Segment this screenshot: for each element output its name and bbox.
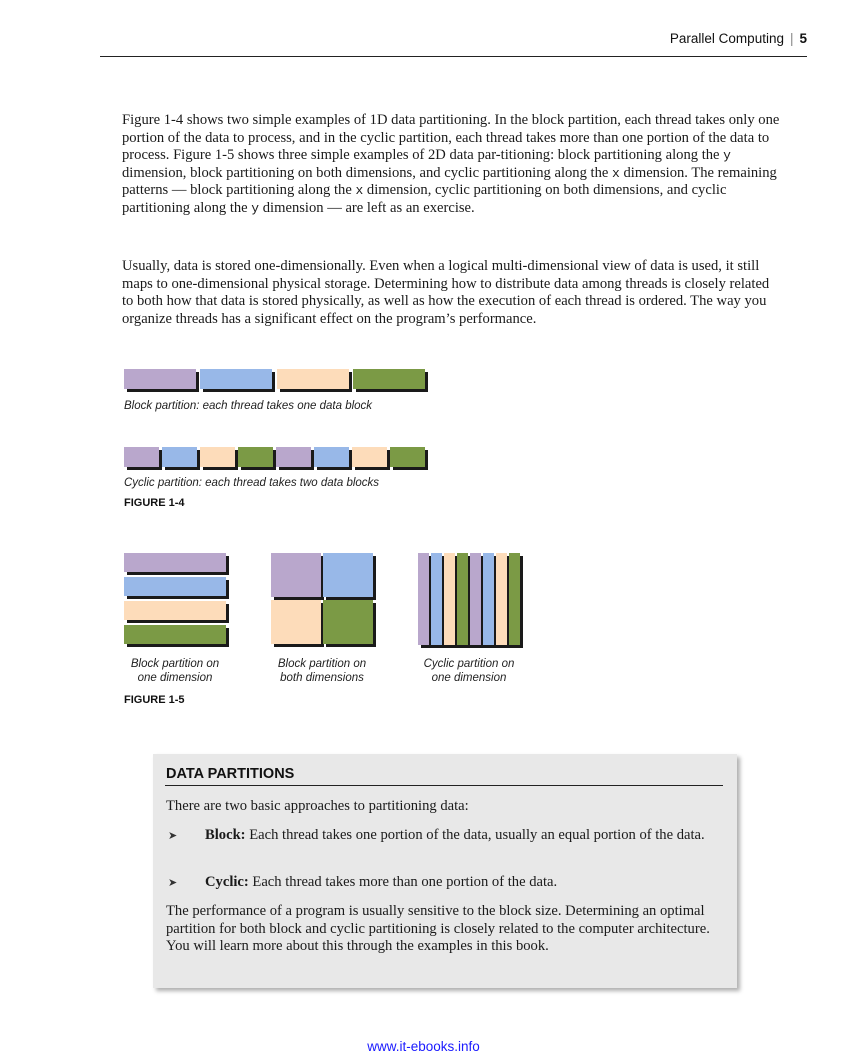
sidebar-title: DATA PARTITIONS: [166, 766, 295, 782]
sidebar-closing: The performance of a program is usually sensitive to the block size. Determining an optimal partition for both block and cyclic partitioning is closely related to the computer architecture. You will learn more about this through the examples in this book.: [166, 903, 710, 955]
strip-7: [496, 553, 507, 645]
cyclic-segment-5: [276, 447, 311, 467]
cyclic-segment-8: [390, 447, 425, 467]
caption-block-both-dimensions: [257, 657, 387, 685]
strip-8: [509, 553, 520, 645]
cyclic-segment-7: [352, 447, 387, 467]
cyclic-segment-3: [200, 447, 235, 467]
sidebar-item-block: [205, 827, 721, 845]
cyclic-segment-6: [314, 447, 349, 467]
running-head: [670, 31, 807, 46]
caption-1-line-1: Block partition on: [130, 658, 220, 670]
row-band-4: [124, 625, 226, 644]
sidebar-title-rule: [165, 785, 723, 786]
paragraph-1-text-c: dimension. The remaining patterns — block partitioning along the: [122, 164, 777, 199]
paragraph-1-text-b: dimension, block partitioning on both dimensions, and cyclic partitioning along the: [122, 164, 613, 181]
row-band-1: [124, 553, 226, 572]
item-term: Block:: [205, 827, 246, 843]
figure-1-5-label: FIGURE 1-5: [124, 694, 185, 706]
code-y-2: y: [251, 200, 260, 216]
item-text: Each thread takes more than one portion of the data.: [248, 874, 558, 890]
sidebar-intro: There are two basic approaches to partitioning data:: [166, 798, 469, 814]
quad-bottom-right: [323, 600, 373, 644]
block-segment-1: [124, 369, 196, 389]
quad-top-right: [323, 553, 373, 597]
cyclic-segment-1: [124, 447, 159, 467]
paragraph-1-text-a: Figure 1-4 shows two simple examples of 1D data partitioning. In the block partition, each thread takes only one portion of the data to process, and in the cyclic partition, each thread takes more than one portion of the data to process. Figure 1-5 shows three simple examples of 2D data par-titioning: block partitioning along the: [122, 112, 780, 164]
header-separator: |: [789, 31, 794, 46]
data-partitions-sidebar: [153, 754, 737, 988]
item-text: Each thread takes one portion of the data, usually an equal portion of the data.: [245, 827, 705, 843]
bullet-arrow-icon: ➤: [168, 830, 178, 842]
strip-3: [444, 553, 455, 645]
sidebar-item-cyclic: [205, 874, 721, 892]
paragraph-1-text-e: dimension — are left as an exercise.: [259, 199, 475, 216]
quad-top-left: [271, 553, 321, 597]
item-term: Cyclic:: [205, 874, 249, 890]
cyclic-partition-caption: Cyclic partition: each thread takes two data blocks: [124, 477, 380, 489]
strip-6: [483, 553, 494, 645]
footer-link[interactable]: www.it-ebooks.info: [367, 1039, 480, 1054]
row-band-2: [124, 577, 226, 596]
paragraph-2: Usually, data is stored one-dimensionally. Even when a logical multi-dimensional view of data is used, it still maps to one-dimensional physical storage. Determining how to distribute data among threads is closely related to both how that data is stored physically, as well as how the execution of each thread is ordered. The way you organize threads has a significant effect on the program’s performance.: [122, 258, 770, 327]
quad-bottom-left: [271, 600, 321, 644]
caption-3-line-2: one dimension: [431, 672, 507, 684]
code-x-1: x: [612, 165, 620, 181]
strip-5: [470, 553, 481, 645]
figure-1-4-label: FIGURE 1-4: [124, 497, 185, 509]
caption-1-line-2: one dimension: [137, 672, 213, 684]
paragraph-1-text-d: dimension, cyclic partitioning on both dimensions, and cyclic partitioning along the: [122, 182, 727, 216]
caption-block-one-dimension: [110, 657, 240, 685]
caption-2-line-1: Block partition on: [277, 658, 367, 670]
caption-3-line-1: Cyclic partition on: [423, 658, 515, 670]
caption-2-line-2: both dimensions: [280, 672, 364, 684]
paragraph-1: [122, 112, 782, 218]
cyclic-segment-2: [162, 447, 197, 467]
header-rule: [100, 56, 807, 57]
block-partition-caption: Block partition: each thread takes one data block: [124, 400, 373, 412]
row-band-3: [124, 601, 226, 620]
block-segment-3: [277, 369, 349, 389]
strip-1: [418, 553, 429, 645]
block-segment-2: [200, 369, 272, 389]
strip-2: [431, 553, 442, 645]
caption-cyclic-one-dimension: [404, 657, 534, 685]
cyclic-segment-4: [238, 447, 273, 467]
block-segment-4: [353, 369, 425, 389]
strip-4: [457, 553, 468, 645]
code-x-2: x: [355, 183, 364, 199]
page-number: 5: [799, 31, 807, 46]
bullet-arrow-icon: ➤: [168, 877, 178, 889]
code-y-1: y: [723, 148, 731, 164]
section-title: Parallel Computing: [669, 31, 784, 46]
